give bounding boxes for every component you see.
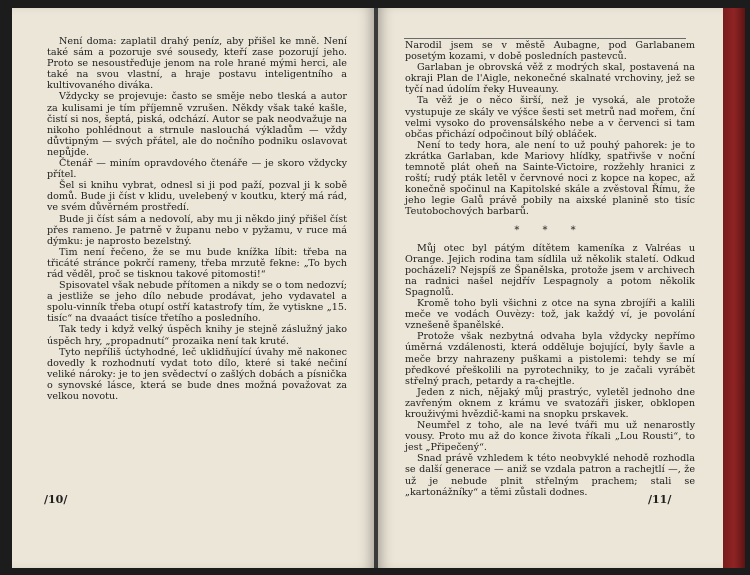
paragraph: Šel si knihu vybrat, odnesl si ji pod paží, pozval ji k sobě domů. Bude ji číst v klidu, uvelebený v koutku, který má rád, ve svém důvěrném prostředí.: [47, 180, 347, 214]
page-number-left: /10/: [44, 493, 68, 506]
paragraph: Kromě toho byli všichni z otce na syna zbrojíři a kalili meče ve vodách Ouvèzy: tož, jak každý ví, je povolání vznešeně španělské.: [405, 298, 695, 332]
top-rule-line: [404, 38, 686, 39]
paragraph: Garlaban je obrovská věž z modrých skal, postavená na okraji Plan de l'Aigle, nekonečné skalnaté vrchoviny, jež se tyčí nad údolím řeky Huveauny.: [405, 62, 695, 96]
paragraph: Tim není řečeno, že se mu bude knížka líbit: třeba na třicáté stránce pokrčí rameny, třeba mrzutě fekne: „To bych rád věděl, proč se tisknou takové pitomosti!“: [47, 246, 347, 280]
right-page: [378, 8, 723, 568]
paragraph: Bude ji číst sám a nedovolí, aby mu ji někdo jiný přišel číst přes rameno. Je patrně v županu nebo v pyžamu, v ruce má dýmku: je naprosto bezelstný.: [47, 213, 347, 247]
paragraph: Můj otec byl pátým dítětem kameníka z Valréas u Orange. Jejich rodina tam sídlila už několik staletí. Odkud pocházeli? Nejspíš ze Španělska, protože jsem v archivech na radnici našel nejdřív Lespagnoly a potom několik Spagnolů.: [405, 242, 695, 298]
paragraph: Neumřel z toho, ale na levé tváři mu už nenarostly vousy. Proto mu až do konce života říkali „Lou Rousti“, to jest „Připečený“.: [405, 420, 695, 454]
paragraph: Protože však nezbytná odvaha byla vždycky nepřímo úměrná vzdálenosti, která odděluje bojující, byly šavle a meče brzy nahrazeny puškami a pistolemi: tehdy se mí předkové přeškolili na pyrotechniky, to je začali vyrábět střelný prach, petardy a ra-chejtle.: [405, 331, 695, 387]
paragraph: Jeden z nich, nějaký můj prastrýc, vyletěl jednoho dne zavřeným oknem z krámu ve svatozáři jisker, obklopen krouživými hvězdič-kami na snopku prskavek.: [405, 386, 695, 420]
paragraph: Není to tedy hora, ale není to už pouhý pahorek: je to zkrátka Garlaban, kde Mariovy hlídky, spatřivše v noční temnotě plát oheň na Sainte-Victoire, rozžehly hranici z roští; rudý pták letěl v červnové noci z kopce na kopec, až konečně spočinul na Kapitolské skále a zvěstoval Římu, že jeho legie Galů právě pobily na aixské planině sto tisíc Teutobochových barbarů.: [405, 139, 695, 218]
paragraph: Ta věž je o něco širší, než je vysoká, ale protože vystupuje ze skály ve výšce šesti set metrů nad mořem, ční velmi vysoko do provensálského nebe a v červenci si tam občas přichází odpočinout bílý obláček.: [405, 95, 695, 140]
left-page: [12, 8, 374, 568]
paragraph: Tak tedy i když velký úspěch knihy je stejně záslužný jako úspěch hry, „propadnutí“ prozaika není tak kruté.: [47, 324, 347, 347]
paragraph: Spisovatel však nebude přítomen a nikdy se o tom nedozví; a jestliže se jeho dílo nebude prodávat, jeho vydavatel a spolu-vinník třeba otupí ostří katastrofy tím, že vytiskne „15. tisíc“ na dvaaáct tisíce třetího a posledního.: [47, 280, 347, 325]
book-cover-edge: [723, 8, 745, 568]
section-divider-stars: * * *: [514, 224, 586, 236]
paragraph: Tyto nepříliš úctyhodné, leč uklidňující úvahy mě nakonec dovedly k rozhodnutí vydat toto dílo, které si také nečiní veliké nároky: je to jen svědectví o zašlých dobách a písnička o synovské lásce, která se bude dnes možná považovat za velkou novotu.: [47, 346, 347, 402]
paragraph: Narodil jsem se v městě Aubagne, pod Garlabanem posetým kozami, v době posledních pastevců.: [405, 40, 695, 63]
paragraph: Čtenář — miním opravdového čtenáře — je skoro vždycky přítel.: [47, 158, 347, 181]
paragraph: Snad právě vzhledem k této neobvyklé nehodě rozhodla se další generace — aniž se vzdala patron a rachejtlí —, že už je nebude plnit střelným prachem; stali se „kartonážníky“ a těmi zůstali dodnes.: [405, 453, 695, 498]
paragraph: Není doma: zaplatil drahý peníz, aby přišel ke mně. Není také sám a pozoruje své sousedy, kteří zase pozorují jeho. Proto se nesoustřeďuje jenom na role hrané mými herci, ale také na svou vlastní, a hraje postavu inteligentního a kultivovaného diváka.: [47, 36, 347, 92]
right-page-text: [405, 40, 695, 498]
page-number-right: /11/: [648, 493, 672, 506]
paragraph: Vždycky se projevuje: často se směje nebo tleská a autor za kulisami je tím příjemně vzrušen. Někdy však také kašle, čistí si nos, šeptá, piská, odchází. Autor se pak neodvažuje na nikoho pohlédnout a strnule naslouchá výkladům — vždy důvtipným — svých přátel, ale do nočního podniku oslavovat nepůjde.: [47, 91, 347, 158]
left-page-text: [47, 36, 347, 402]
